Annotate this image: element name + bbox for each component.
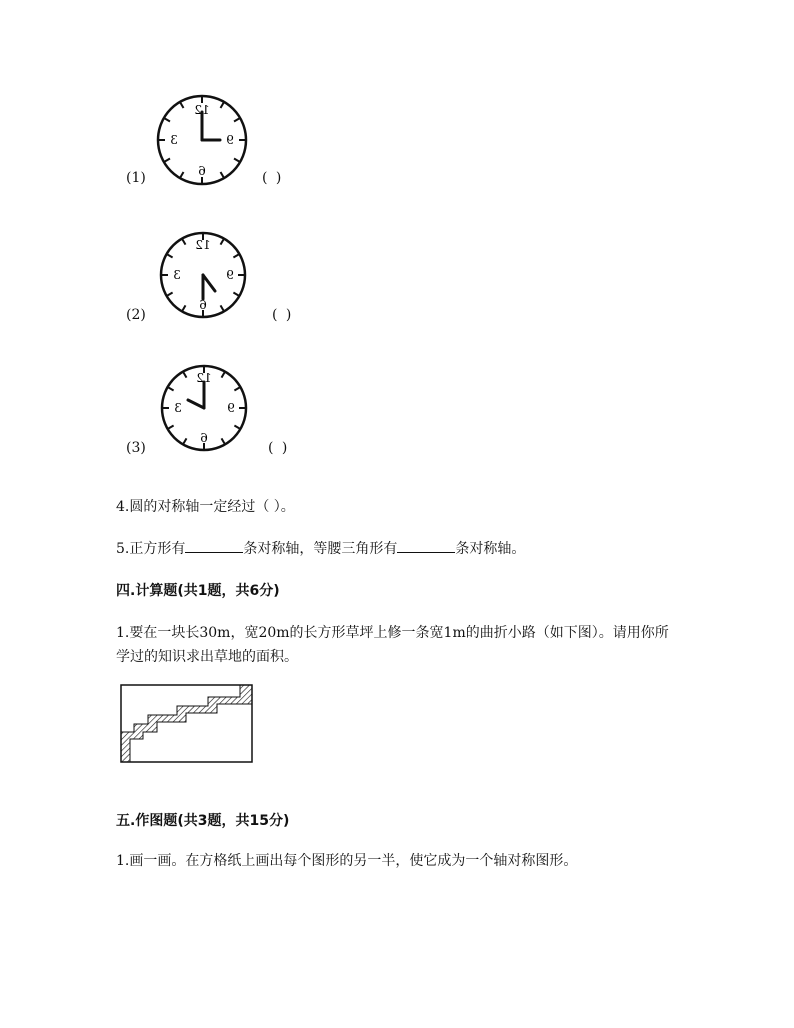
numeral-9: 9	[226, 268, 234, 282]
answer-blank-2[interactable]: ( )	[272, 307, 294, 323]
mirrored-clock-1	[154, 92, 250, 188]
numeral-12: 12	[195, 238, 211, 252]
mirrored-clock-2	[157, 229, 249, 321]
numeral-3: 3	[170, 133, 178, 147]
numeral-12: 12	[196, 371, 212, 385]
q5-text-2: 条对称轴，等腰三角形有	[243, 541, 398, 557]
q5-text-3: 条对称轴。	[455, 541, 526, 557]
question-5	[116, 538, 525, 558]
section-4-title: 四.计算题(共1题，共6分)	[116, 583, 280, 599]
numeral-6: 6	[200, 431, 208, 445]
numeral-12: 12	[194, 103, 210, 117]
numeral-6: 6	[199, 298, 207, 312]
numeral-9: 9	[227, 401, 235, 415]
numeral-3: 3	[173, 268, 181, 282]
lawn-path-figure	[120, 684, 254, 764]
mirrored-clock-3	[158, 362, 250, 454]
section-5-question-1: 1.画一画。在方格纸上画出每个图形的另一半，使它成为一个轴对称图形。	[116, 853, 578, 869]
item-label-2: (2)	[126, 307, 146, 323]
item-label-3: (3)	[126, 440, 146, 456]
answer-blank-3[interactable]: ( )	[268, 440, 290, 456]
item-label-1: (1)	[126, 170, 146, 186]
section-4-question-1: 1.要在一块长30m，宽20m的长方形草坪上修一条宽1m的曲折小路（如下图）。请用你所学过的知识求出草地的面积。	[116, 625, 669, 665]
numeral-6: 6	[198, 164, 206, 178]
q5-blank-1[interactable]	[185, 538, 243, 553]
numeral-9: 9	[226, 133, 234, 147]
numeral-3: 3	[174, 401, 182, 415]
answer-blank-1[interactable]: ( )	[262, 170, 284, 186]
q5-text-1: 5.正方形有	[116, 541, 186, 557]
q5-blank-2[interactable]	[397, 538, 455, 553]
section-5-title: 五.作图题(共3题，共15分)	[116, 813, 290, 829]
question-4: 4.圆的对称轴一定经过（ ）。	[116, 499, 295, 515]
